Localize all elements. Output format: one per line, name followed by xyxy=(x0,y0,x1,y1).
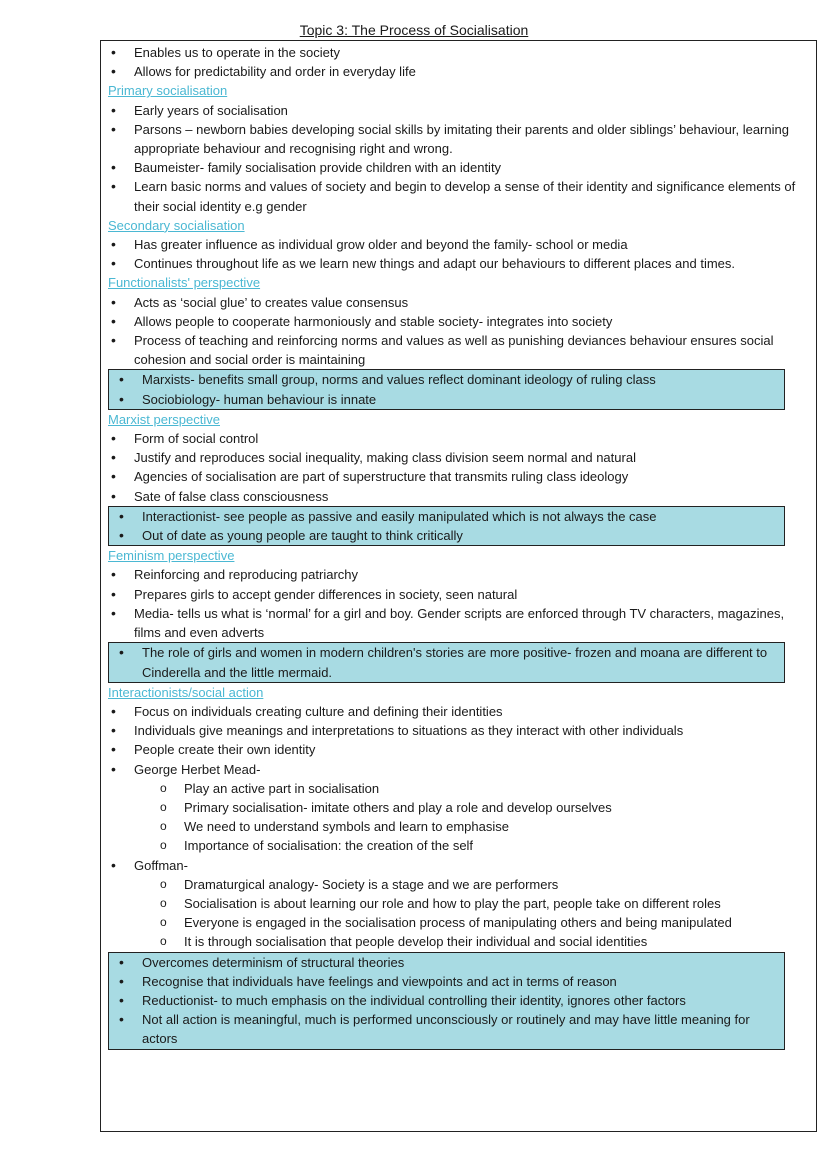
list-item: • Parsons – newborn babies developing social skills by imitating their parents and older siblings’ behaviour, learning appropriate behaviour and recognising right and wrong. xyxy=(108,120,806,158)
section-heading-primary: Primary socialisation xyxy=(108,83,228,99)
sub-item: o Play an active part in socialisation xyxy=(108,779,806,798)
list-item-goffman: • Goffman- xyxy=(108,856,806,875)
list-item: • Justify and reproduces social inequality, making class division seem normal and natural xyxy=(108,448,806,467)
critique-item: • Recognise that individuals have feelings and viewpoints and act in terms of reason xyxy=(116,972,784,991)
sub-item: o It is through socialisation that people develop their individual and social identities xyxy=(108,932,806,951)
sub-item: o Socialisation is about learning our role and how to play the part, people take on different roles xyxy=(108,894,806,913)
critique-item: • Not all action is meaningful, much is performed unconsciously or routinely and may have little meaning for actors xyxy=(116,1010,784,1048)
section-heading-marxist: Marxist perspective xyxy=(108,411,220,427)
list-item: • Agencies of socialisation are part of superstructure that transmits ruling class ideology xyxy=(108,467,806,486)
list-item: • Sate of false class consciousness xyxy=(108,487,806,506)
list-item: • Form of social control xyxy=(108,429,806,448)
section-heading-secondary: Secondary socialisation xyxy=(108,217,245,233)
list-item: • Continues throughout life as we learn new things and adapt our behaviours to different places and times. xyxy=(108,254,806,273)
critique-item: • Marxists- benefits small group, norms and values reflect dominant ideology of ruling class xyxy=(116,370,784,389)
sub-item: o Dramaturgical analogy- Society is a stage and we are performers xyxy=(108,875,806,894)
list-item: • Baumeister- family socialisation provide children with an identity xyxy=(108,158,806,177)
critique-item: • Overcomes determinism of structural theories xyxy=(116,953,784,972)
list-item: • Allows people to cooperate harmoniously and stable society- integrates into society xyxy=(108,312,806,331)
sub-item: o Everyone is engaged in the socialisation process of manipulating others and being manipulated xyxy=(108,913,806,932)
list-item: • Learn basic norms and values of society and begin to develop a sense of their identity and significance elements of their social identity e.g gender xyxy=(108,177,806,215)
sub-item: o Importance of socialisation: the creation of the self xyxy=(108,836,806,855)
critique-item: • Reductionist- to much emphasis on the individual controlling their identity, ignores other factors xyxy=(116,991,784,1010)
list-item: • Prepares girls to accept gender differences in society, seen natural xyxy=(108,585,806,604)
list-item: • Media- tells us what is ‘normal’ for a girl and boy. Gender scripts are enforced through TV characters, magazines, films and even adverts xyxy=(108,604,806,642)
critique-item: • Interactionist- see people as passive and easily manipulated which is not always the case xyxy=(116,507,784,526)
critique-box-feminism xyxy=(108,642,785,682)
section-heading-feminism: Feminism perspective xyxy=(108,548,235,564)
critique-item: • Out of date as young people are taught to think critically xyxy=(116,526,784,545)
list-item: • Reinforcing and reproducing patriarchy xyxy=(108,565,806,584)
list-item: • Focus on individuals creating culture and defining their identities xyxy=(108,702,806,721)
critique-item: • The role of girls and women in modern children's stories are more positive- frozen and moana are different to Cinderella and the little mermaid. xyxy=(116,643,784,681)
notes-frame xyxy=(100,40,817,1132)
list-item: • Individuals give meanings and interpretations to situations as they interact with other individuals xyxy=(108,721,806,740)
critique-item: • Sociobiology- human behaviour is innate xyxy=(116,390,784,409)
page-title: Topic 3: The Process of Socialisation xyxy=(299,22,529,38)
list-item: • Has greater influence as individual grow older and beyond the family- school or media xyxy=(108,235,806,254)
list-item: • Allows for predictability and order in everyday life xyxy=(108,62,806,81)
critique-box-marxist xyxy=(108,506,785,546)
section-heading-functionalist: Functionalists' perspective xyxy=(108,275,261,291)
list-item: • People create their own identity xyxy=(108,740,806,759)
list-item: • Early years of socialisation xyxy=(108,101,806,120)
critique-box-interactionist xyxy=(108,952,785,1050)
section-heading-interactionist: Interactionists/social action xyxy=(108,684,264,700)
list-item-mead: • George Herbet Mead- xyxy=(108,760,806,779)
list-item: • Acts as ‘social glue’ to creates value consensus xyxy=(108,293,806,312)
list-item: • Process of teaching and reinforcing norms and values as well as punishing deviances behaviour ensures social cohesion and social order is maintaining xyxy=(108,331,806,369)
critique-box-functionalist xyxy=(108,369,785,409)
sub-item: o We need to understand symbols and learn to emphasise xyxy=(108,817,806,836)
sub-item: o Primary socialisation- imitate others and play a role and develop ourselves xyxy=(108,798,806,817)
list-item: • Enables us to operate in the society xyxy=(108,43,806,62)
